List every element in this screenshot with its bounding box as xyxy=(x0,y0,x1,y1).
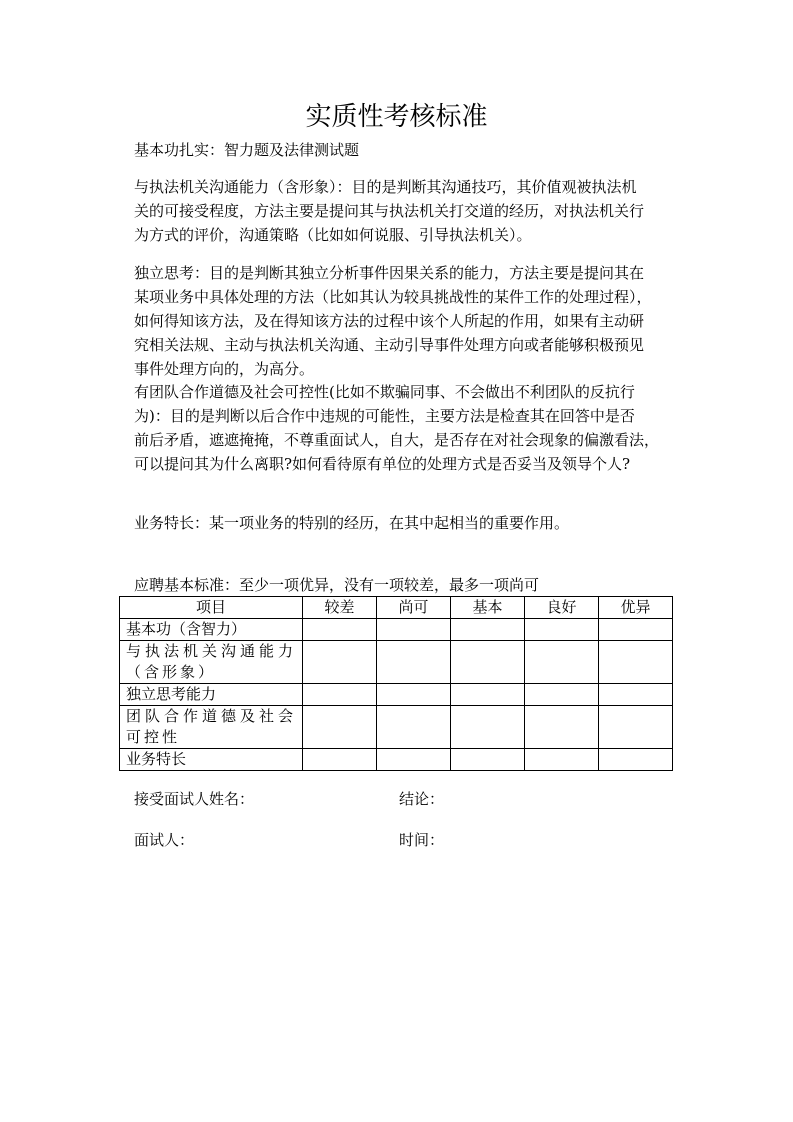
header-poor: 较差 xyxy=(303,597,377,619)
header-excellent: 优异 xyxy=(599,597,673,619)
text-line: 业务特长：某一项业务的特别的经历，在其中起相当的重要作用。 xyxy=(134,514,570,532)
text-line: 事件处理方向的，为高分。 xyxy=(134,360,315,378)
text-line: 如何得知该方法，及在得知该方法的过程中该个人所起的作用，如果有主动研 xyxy=(134,312,645,330)
rating-cell[interactable] xyxy=(451,619,525,641)
text-line: 究相关法规、主动与执法机关沟通、主动引导事件处理方向或者能够积极预见 xyxy=(134,336,645,354)
header-good: 良好 xyxy=(525,597,599,619)
row-label: 与执法机关沟通能力（含形象） xyxy=(120,641,303,684)
table-row xyxy=(120,706,673,749)
rating-cell[interactable] xyxy=(303,641,377,684)
text-line: 有团队合作道德及社会可控性(比如不欺骗同事、不会做出不利团队的反抗行 xyxy=(134,383,635,401)
header-item: 项目 xyxy=(120,597,303,619)
header-basic: 基本 xyxy=(451,597,525,619)
rating-cell[interactable] xyxy=(377,706,451,749)
rating-cell[interactable] xyxy=(303,749,377,771)
rating-cell[interactable] xyxy=(377,641,451,684)
text-line: 独立思考：目的是判断其独立分析事件因果关系的能力，方法主要是提问其在 xyxy=(134,264,645,282)
text-line: 关的可接受程度，方法主要是提问其与执法机关打交道的经历，对执法机关行 xyxy=(134,202,645,220)
table-row xyxy=(120,619,673,641)
time-label: 时间： xyxy=(399,831,445,849)
rating-cell[interactable] xyxy=(303,619,377,641)
interviewee-name-label: 接受面试人姓名： xyxy=(134,790,255,808)
row-label: 业务特长 xyxy=(120,749,303,771)
text-line: 前后矛盾，遮遮掩掩，不尊重面试人，自大，是否存在对社会现象的偏激看法， xyxy=(134,431,660,449)
table-caption: 应聘基本标准：至少一项优异，没有一项较差，最多一项尚可 xyxy=(134,576,540,594)
header-fair: 尚可 xyxy=(377,597,451,619)
rating-cell[interactable] xyxy=(599,619,673,641)
conclusion-label: 结论： xyxy=(399,790,445,808)
rating-cell[interactable] xyxy=(377,684,451,706)
text-line: 为)：目的是判断以后合作中违规的可能性，主要方法是检查其在回答中是否 xyxy=(134,407,635,425)
text-line: 可以提问其为什么离职?如何看待原有单位的处理方式是否妥当及领导个人? xyxy=(134,455,631,473)
rating-cell[interactable] xyxy=(377,619,451,641)
paragraph-communication xyxy=(134,175,674,247)
rating-cell[interactable] xyxy=(525,641,599,684)
interviewer-label: 面试人： xyxy=(134,831,195,849)
rating-cell[interactable] xyxy=(303,706,377,749)
table-row xyxy=(120,641,673,684)
rating-cell[interactable] xyxy=(451,749,525,771)
table-row xyxy=(120,749,673,771)
rating-cell[interactable] xyxy=(377,749,451,771)
row-label: 团队合作道德及社会可控性 xyxy=(120,706,303,749)
text-line: 与执法机关沟通能力（含形象）：目的是判断其沟通技巧，其价值观被执法机 xyxy=(134,178,637,196)
rating-cell[interactable] xyxy=(599,749,673,771)
rating-cell[interactable] xyxy=(525,619,599,641)
rating-cell[interactable] xyxy=(525,749,599,771)
text-line: 为方式的评价，沟通策略（比如如何说服、引导执法机关）。 xyxy=(134,226,532,244)
table-row xyxy=(120,684,673,706)
paragraph-independent-thinking xyxy=(134,261,674,381)
subtitle: 基本功扎实：智力题及法律测试题 xyxy=(134,141,360,159)
rating-cell[interactable] xyxy=(599,706,673,749)
document-title: 实质性考核标准 xyxy=(305,102,488,132)
row-label: 基本功（含智力） xyxy=(120,619,303,641)
rating-cell[interactable] xyxy=(525,684,599,706)
rating-cell[interactable] xyxy=(451,641,525,684)
rating-cell[interactable] xyxy=(599,641,673,684)
rating-cell[interactable] xyxy=(599,684,673,706)
rating-cell[interactable] xyxy=(303,684,377,706)
rating-cell[interactable] xyxy=(525,706,599,749)
evaluation-table xyxy=(119,596,673,771)
rating-cell[interactable] xyxy=(451,684,525,706)
row-label: 独立思考能力 xyxy=(120,684,303,706)
rating-cell[interactable] xyxy=(451,706,525,749)
text-line: 某项业务中具体处理的方法（比如其认为较具挑战性的某件工作的处理过程）， xyxy=(134,288,652,306)
table-header-row xyxy=(120,597,673,619)
paragraph-teamwork xyxy=(134,380,674,476)
paragraph-business-specialty xyxy=(134,511,674,535)
